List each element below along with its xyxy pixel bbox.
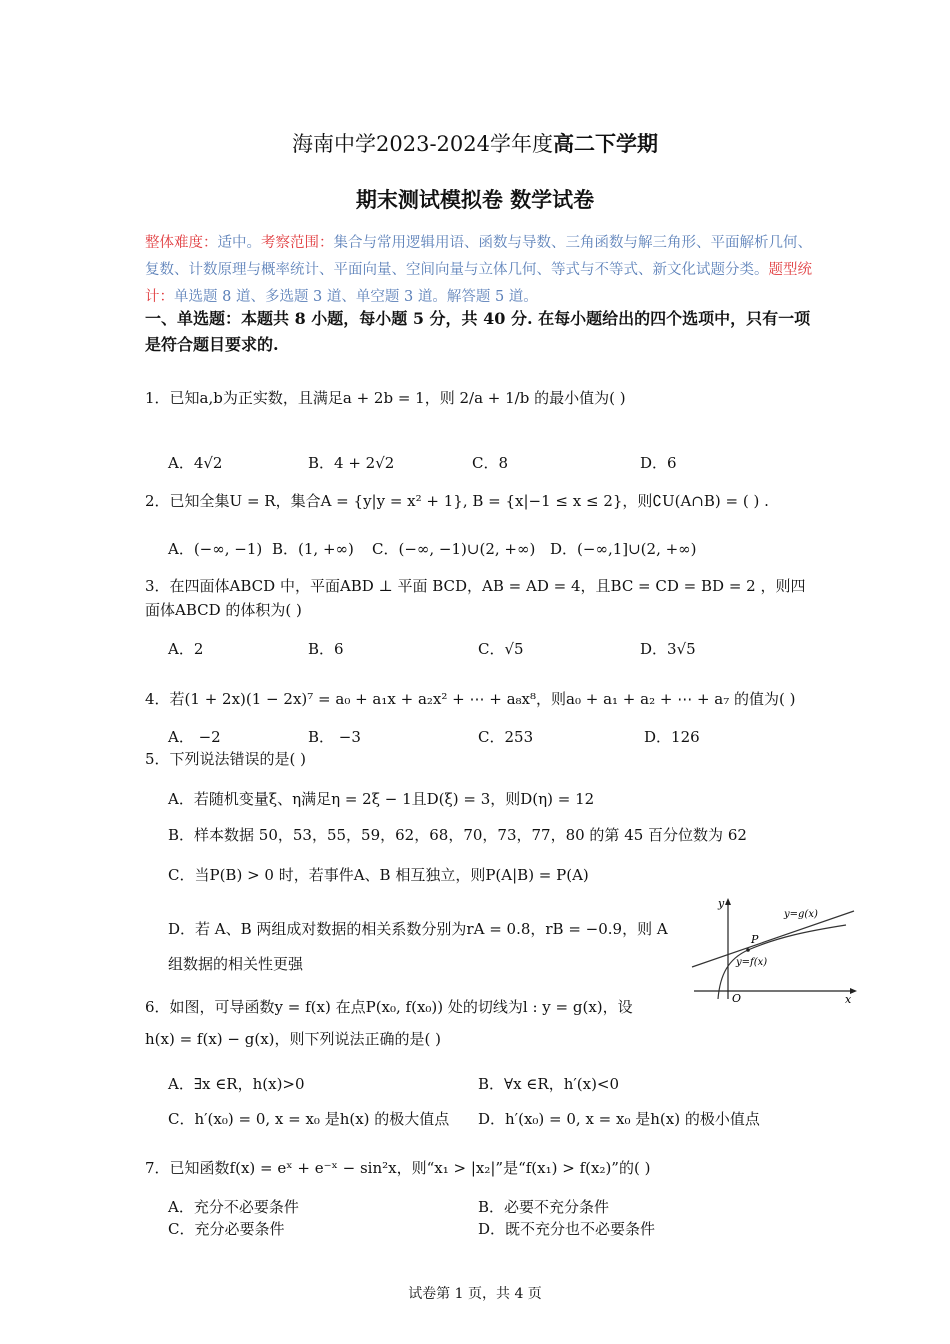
q5-option-d-line2: 组数据的相关性更强 [168, 955, 304, 973]
question-2-stem: 2．已知全集U = R，集合A = {y|y = x² + 1}, B = {x|−1 ≤ x ≤ 2}，则∁U(A∩B) = ( ) . [145, 492, 769, 510]
q6-option-a: A．∃x ∈R，h(x)>0 [168, 1075, 305, 1093]
title-part-b: 高二下学期 [552, 131, 658, 156]
q4-option-c: C．253 [478, 728, 534, 746]
graph-label-y: y [718, 897, 725, 910]
page-title [0, 128, 950, 158]
q7-option-b: B．必要不充分条件 [478, 1198, 610, 1216]
difficulty-value: 适中。 [217, 235, 261, 251]
q3-option-b: B．6 [308, 640, 344, 658]
q2-option-b: B．(1, +∞) [272, 540, 354, 558]
question-6-stem-line2: h(x) = f(x) − g(x)，则下列说法正确的是( ) [145, 1030, 441, 1048]
q1-option-c: C．8 [472, 454, 509, 472]
q3-option-a: A．2 [168, 640, 204, 658]
tangent-line-graph [688, 895, 860, 1005]
q5-option-c: C．当P(B) > 0 时，若事件A、B 相互独立，则P(A|B) = P(A) [168, 866, 589, 884]
q5-option-a: A．若随机变量ξ、η满足η = 2ξ − 1且D(ξ) = 3，则D(η) = 12 [168, 790, 595, 808]
question-5-stem: 5．下列说法错误的是( ) [145, 750, 307, 768]
q1-option-a: A．4√2 [168, 454, 223, 472]
question-1-stem: 1．已知a,b为正实数，且满足a + 2b = 1，则 2/a + 1/b 的最小值为( ) [145, 389, 626, 407]
q2-option-a: A．(−∞, −1) [168, 540, 263, 558]
q4-option-d: D．126 [644, 728, 700, 746]
q3-option-d: D．3√5 [640, 640, 696, 658]
question-3-stem-line2: 面体ABCD 的体积为( ) [145, 601, 302, 619]
q1-option-b: B．4 + 2√2 [308, 454, 395, 472]
q5-option-d-line1: D．若 A、B 两组成对数据的相关系数分别为rA = 0.8，rB = −0.9，则 A [168, 920, 668, 938]
q7-option-a: A．充分不必要条件 [168, 1198, 299, 1216]
question-3-stem-line1: 3．在四面体ABCD 中，平面ABD ⊥ 平面 BCD，AB = AD = 4，且BC = CD = BD = 2 ，则四 [145, 577, 806, 595]
page-footer: 试卷第 1 页，共 4 页 [408, 1286, 542, 1302]
graph-label-p: P [751, 933, 759, 946]
graph-y-arrow [725, 898, 731, 905]
scope-label: 考察范围： [261, 235, 334, 251]
q3-option-c: C．√5 [478, 640, 524, 658]
q2-option-d: D．(−∞,1]∪(2, +∞) [550, 540, 697, 558]
question-4-stem: 4．若(1 + 2x)(1 − 2x)⁷ = a₀ + a₁x + a₂x² + ⋯ + a₈x⁸，则a₀ + a₁ + a₂ + ⋯ + a₇ 的值为( ) [145, 690, 796, 708]
q6-option-c: C．h′(x₀) = 0, x = x₀ 是h(x) 的极大值点 [168, 1110, 450, 1128]
graph-label-origin: O [732, 992, 742, 1005]
question-6-stem-line1: 6．如图，可导函数y = f(x) 在点P(x₀, f(x₀)) 处的切线为l : y = g(x)，设 [145, 998, 633, 1016]
q4-option-a: A． −2 [168, 728, 221, 746]
q4-option-b: B． −3 [308, 728, 361, 746]
q7-option-d: D．既不充分也不必要条件 [478, 1220, 656, 1238]
graph-point-p [746, 948, 750, 952]
exam-meta [145, 230, 815, 311]
q1-option-d: D．6 [640, 454, 677, 472]
page-subtitle: 期末测试模拟卷 数学试卷 [355, 187, 595, 212]
graph-label-f: y=f(x) [736, 957, 768, 968]
q2-option-c: C．(−∞, −1)∪(2, +∞) [372, 540, 536, 558]
graph-tangent-line [692, 911, 854, 967]
stats-value: 单选题 8 道、多选题 3 道、单空题 3 道。解答题 5 道。 [174, 289, 538, 305]
graph-label-g: y=g(x) [784, 909, 818, 920]
difficulty-label: 整体难度： [145, 235, 218, 251]
q5-option-b: B．样本数据 50，53，55，59，62，68，70，73，77，80 的第 45 百分位数为 62 [168, 826, 747, 844]
q6-option-b: B．∀x ∈R，h′(x)<0 [478, 1075, 620, 1093]
q6-option-d: D．h′(x₀) = 0, x = x₀ 是h(x) 的极小值点 [478, 1110, 760, 1128]
stats-label: 题型统计： [145, 262, 812, 305]
q7-option-c: C．充分必要条件 [168, 1220, 285, 1238]
scope-value: 集合与常用逻辑用语、函数与导数、三角函数与解三角形、平面解析几何、复数、计数原理与概率统计、平面向量、空间向量与立体几何、等式与不等式、新文化试题分类。 [145, 235, 812, 278]
graph-label-x: x [845, 993, 852, 1005]
section-heading: 一、单选题：本题共 8 小题，每小题 5 分，共 40 分. 在每小题给出的四个选项中，只有一项是符合题目要求的. [145, 309, 811, 354]
question-7-stem: 7．已知函数f(x) = eˣ + e⁻ˣ − sin²x，则“x₁ > |x₂|”是“f(x₁) > f(x₂)”的( ) [145, 1159, 651, 1177]
title-part-a: 海南中学2023-2024学年度 [292, 132, 553, 156]
